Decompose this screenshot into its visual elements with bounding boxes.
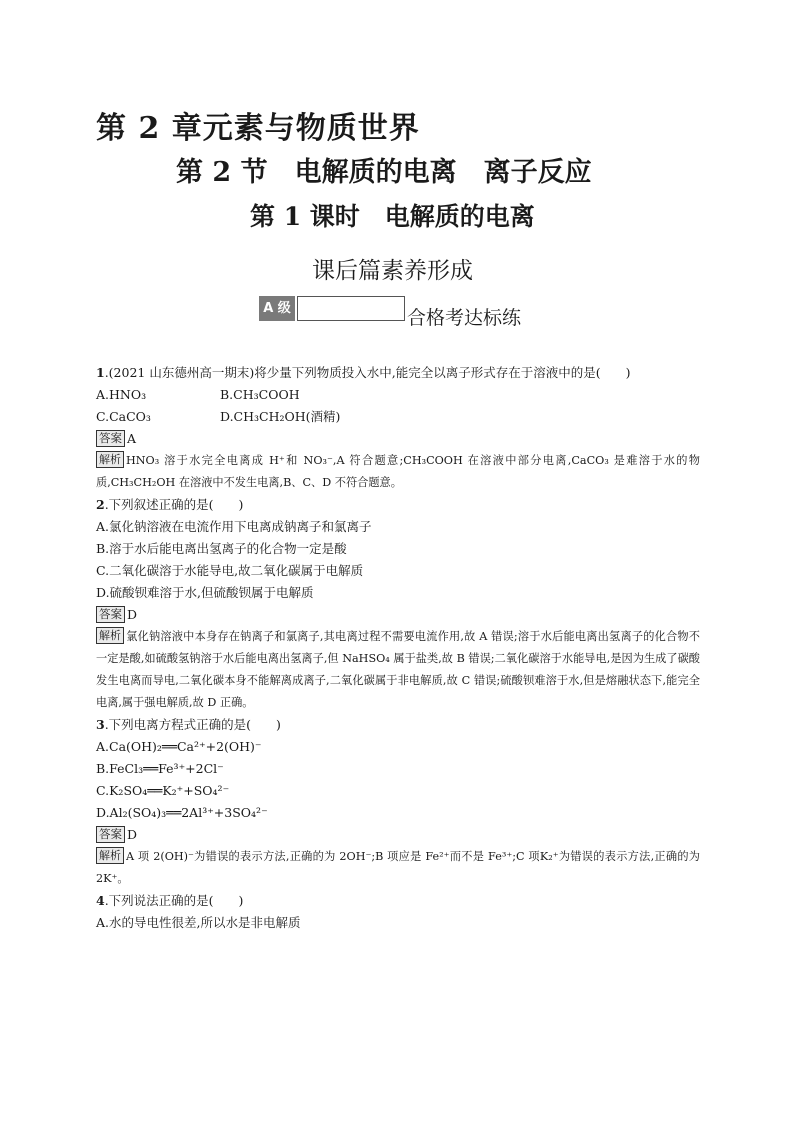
option: B.FeCl₃══Fe³⁺+2Cl⁻: [96, 761, 224, 776]
lesson-title: 第 1 课时 电解质的电离: [250, 202, 535, 231]
answer-tag: 答案: [96, 606, 125, 623]
section-title: 第 2 节 电解质的电离 离子反应: [176, 157, 592, 188]
option-row: [96, 384, 700, 406]
option-row: [96, 406, 700, 428]
answer-value: D: [127, 607, 138, 622]
option: A.Ca(OH)₂══Ca²⁺+2(OH)⁻: [96, 739, 262, 754]
option: D.Al₂(SO₄)₃══2Al³⁺+3SO₄²⁻: [96, 805, 268, 820]
question-stem: 2.下列叙述正确的是( ): [96, 497, 244, 512]
option: C.K₂SO₄══K₂⁺+SO₄²⁻: [96, 783, 230, 798]
level-badge: A 级: [259, 296, 295, 321]
option: A.氯化钠溶液在电流作用下电离成钠离子和氯离子: [96, 519, 372, 534]
chapter-title: 第 2 章元素与物质世界: [96, 111, 420, 146]
subtitle: 课后篇素养形成: [312, 258, 473, 284]
analysis-tag: 解析: [96, 847, 124, 864]
question-stem: 3.下列电离方程式正确的是( ): [96, 717, 281, 732]
answer-tag: 答案: [96, 826, 125, 843]
analysis-tag: 解析: [96, 627, 124, 644]
analysis-text: 解析 HNO₃ 溶于水完全电离成 H⁺和 NO₃⁻,A 符合题意;CH₃COOH 在溶液中部分电离,CaCO₃ 是难溶于水的物质,CH₃CH₂OH 在溶液中不发生电离,B、C、D 不符合题意。: [96, 453, 700, 489]
option: D.CH₃CH₂OH(酒精): [220, 409, 341, 424]
question-stem: 1.(2021 山东德州高一期末)将少量下列物质投入水中,能完全以离子形式存在于溶液中的是( ): [96, 365, 631, 380]
analysis-text: 解析 A 项 2(OH)⁻为错误的表示方法,正确的为 2OH⁻;B 项应是 Fe²⁺而不是 Fe³⁺;C 项K₂⁺为错误的表示方法,正确的为 2K⁺。: [96, 849, 700, 885]
option: A.HNO₃: [96, 387, 147, 402]
option: D.硫酸钡难溶于水,但硫酸钡属于电解质: [96, 585, 314, 600]
level-blank-box: [297, 296, 405, 321]
answer-row: [96, 604, 700, 626]
answer-row: [96, 824, 700, 846]
answer-value: A: [127, 431, 137, 446]
answer-value: D: [127, 827, 138, 842]
analysis-text: 解析 氯化钠溶液中本身存在钠离子和氯离子,其电离过程不需要电流作用,故 A 错误;溶于水后能电离出氢离子的化合物不一定是酸,如硫酸氢钠溶于水后能电离出氢离子,但 NaHSO₄ 属于盐类,故 B 错误;二氧化碳溶于水能导电,是因为生成了碳酸发生电离而导电,二氧化碳本身不能解离成离子,二氧化碳属于非电解质,故 C 错误;硫酸钡难溶于水,但是熔融状态下,能完全电离,属于强电解质,故 D 正确。: [96, 629, 700, 709]
analysis-tag: 解析: [96, 451, 124, 468]
answer-tag: 答案: [96, 430, 125, 447]
question-list: [96, 362, 700, 934]
level-title: 合格考达标练: [407, 307, 522, 329]
option: B.溶于水后能电离出氢离子的化合物一定是酸: [96, 541, 347, 556]
option: A.水的导电性很差,所以水是非电解质: [96, 915, 301, 930]
option: C.二氧化碳溶于水能导电,故二氧化碳属于电解质: [96, 563, 364, 578]
option: C.CaCO₃: [96, 409, 151, 424]
answer-row: [96, 428, 700, 450]
option: B.CH₃COOH: [220, 387, 300, 402]
question-stem: 4.下列说法正确的是( ): [96, 893, 244, 908]
